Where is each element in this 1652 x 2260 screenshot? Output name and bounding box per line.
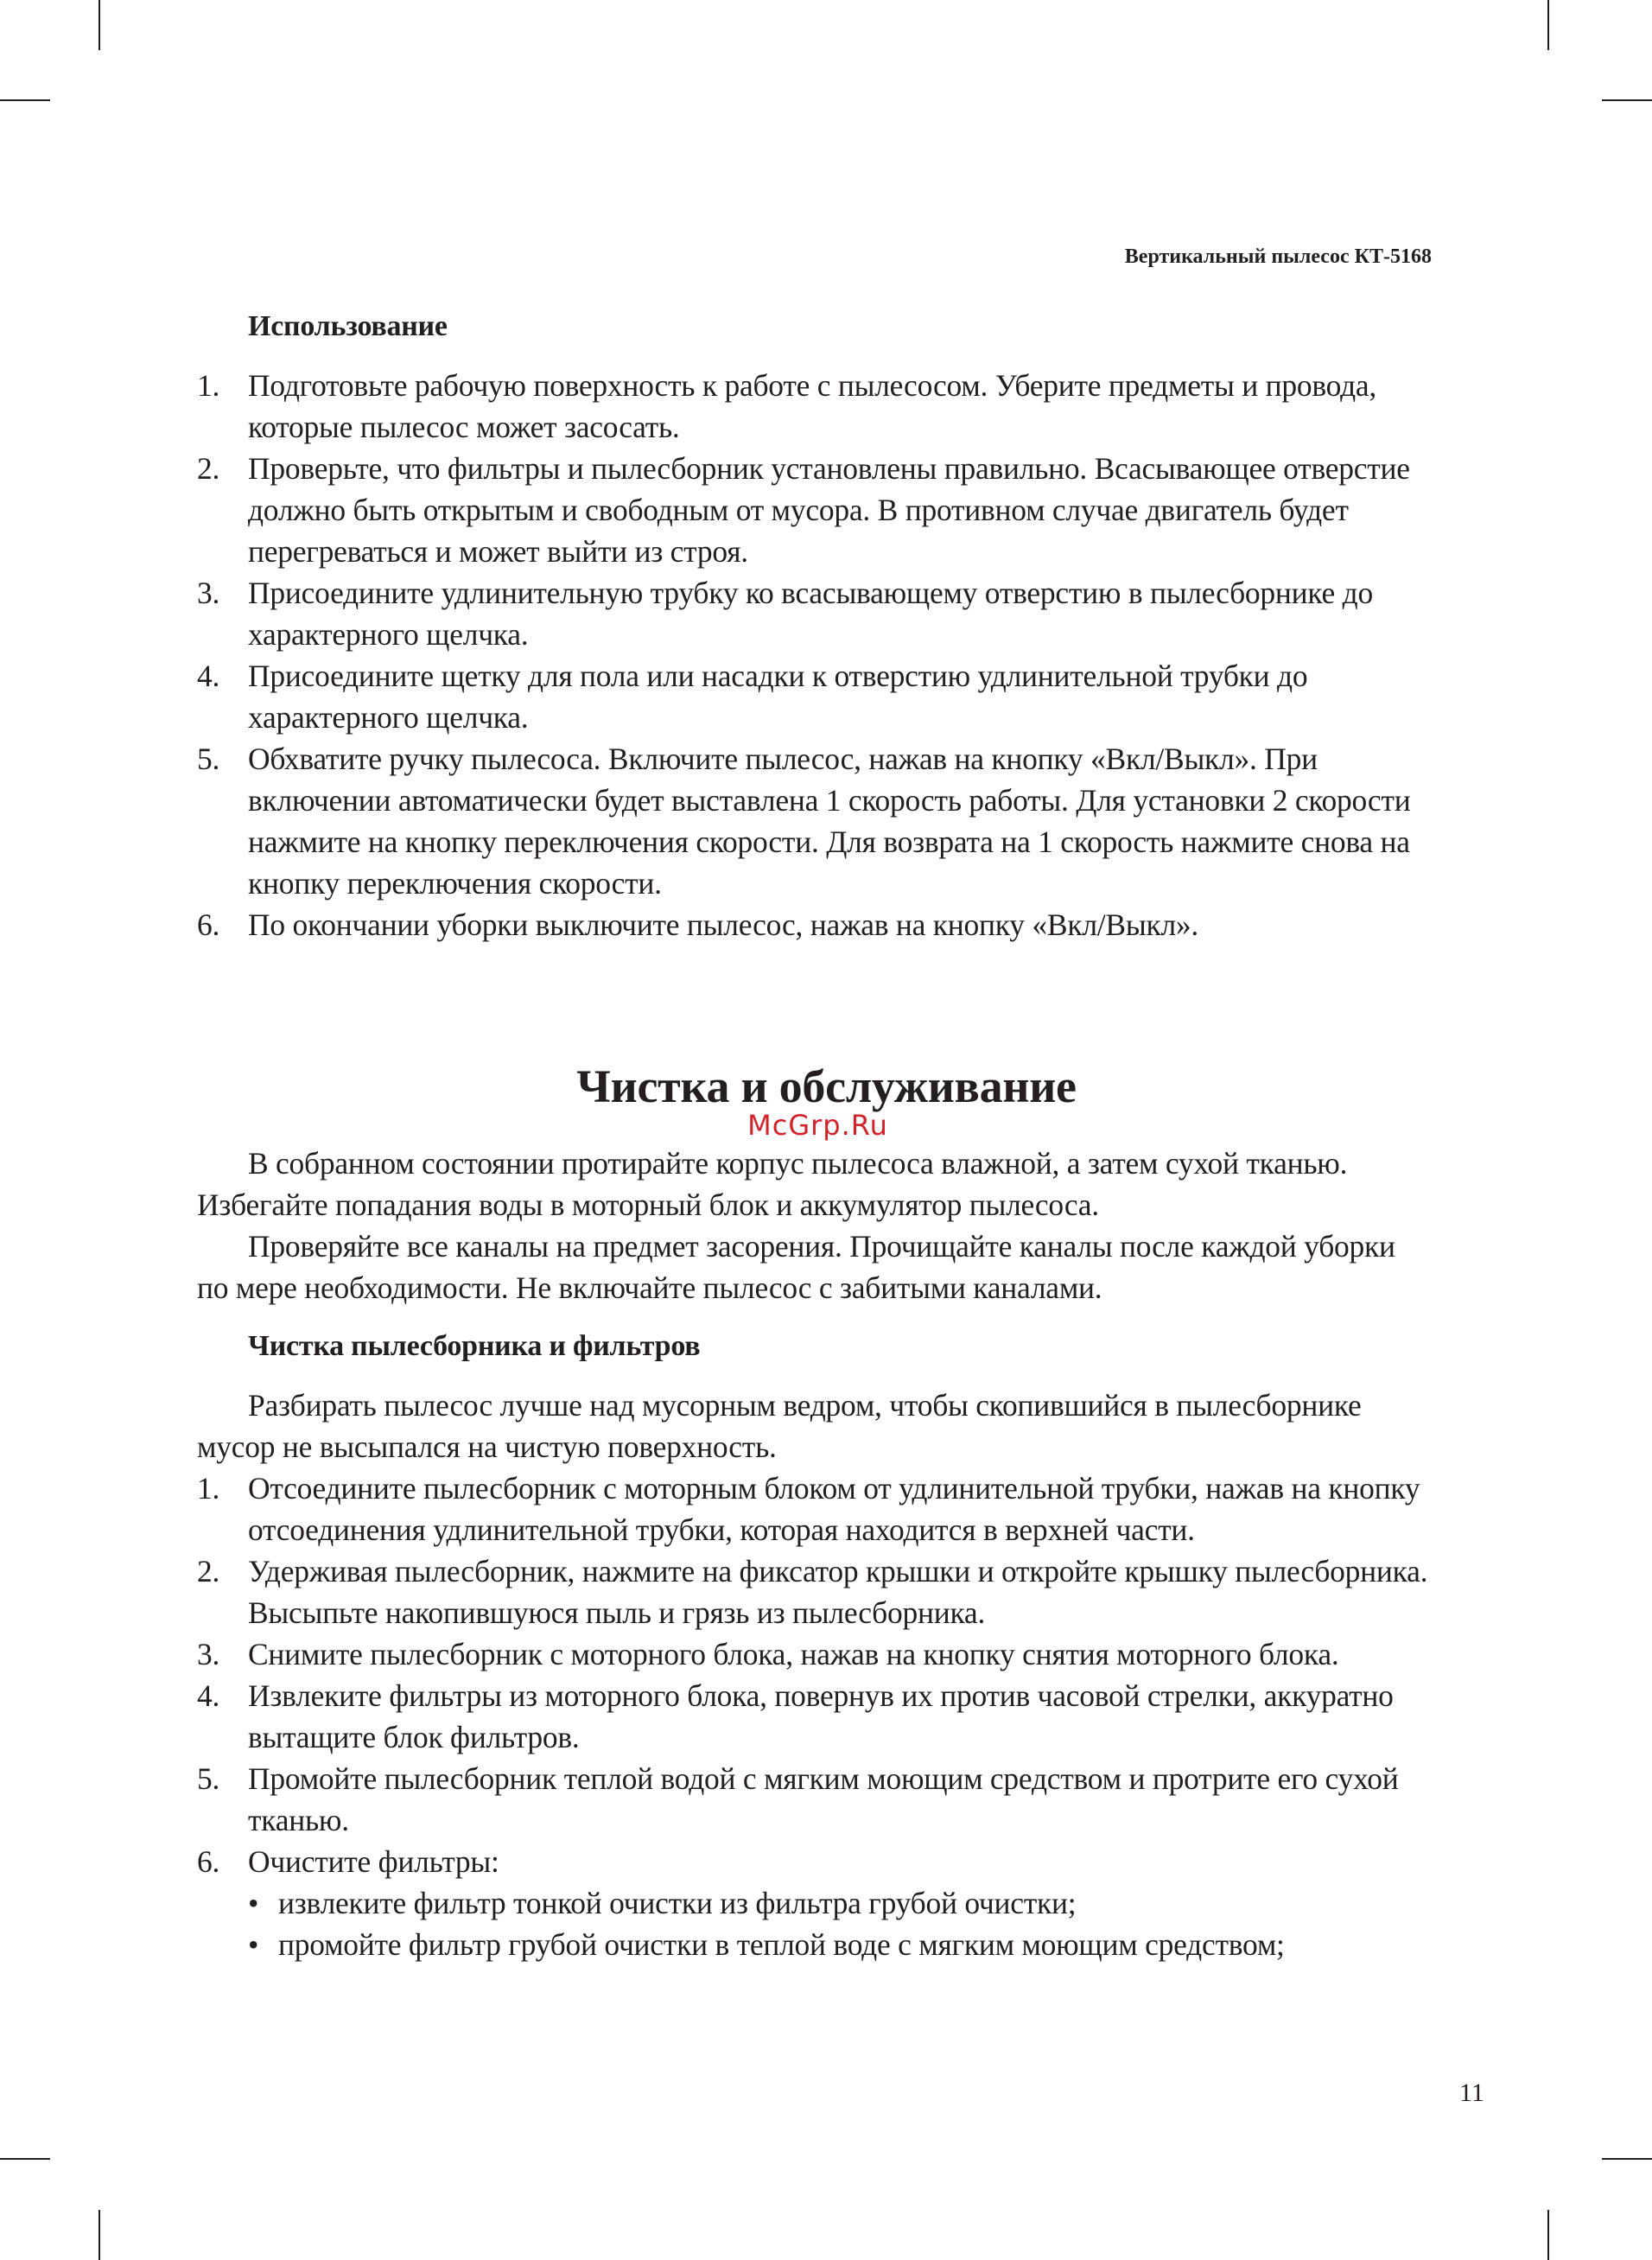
list-item [197, 655, 1430, 738]
crop-mark-top-left-horizontal [0, 99, 50, 101]
watermark-link[interactable]: McGrp.Ru [747, 1109, 888, 1142]
step-text: Очистите фильтры: [248, 1844, 499, 1879]
list-item [197, 1467, 1430, 1550]
crop-mark-bottom-right-horizontal [1602, 2158, 1652, 2160]
list-item [197, 365, 1430, 448]
step-number: 1. [197, 1471, 220, 1506]
step-text: Снимите пылесборник с моторного блока, нажав на кнопку снятия моторного блока. [248, 1637, 1339, 1671]
bullet-icon: • [248, 1927, 259, 1962]
step-text: Отсоедините пылесборник с моторным блоком от удлинительной трубки, нажав на кнопку отсоединения удлинительной трубки, которая находится в верхней части. [248, 1471, 1420, 1547]
step-text: Проверьте, что фильтры и пылесборник установлены правильно. Всасывающее отверстие должно быть открытым и свободным от мусора. В противном случае двигатель будет перегреваться и может выйти из строя. [248, 451, 1410, 569]
crop-mark-bottom-left-horizontal [0, 2158, 50, 2160]
list-item [197, 448, 1430, 572]
usage-heading: Использование [248, 310, 448, 342]
crop-mark-top-left-vertical [98, 0, 100, 50]
filter-bullets-list [248, 1882, 1430, 1965]
step-text: Обхватите ручку пылесоса. Включите пылесос, нажав на кнопку «Вкл/Выкл». При включении автоматически будет выставлена 1 скорость работы. Для установки 2 скорости нажмите на кнопку переключения скорости. Для возврата на 1 скорость нажмите снова на кнопку переключения скорости. [248, 742, 1411, 901]
crop-mark-bottom-right-vertical [1547, 2210, 1549, 2260]
bullet-text: извлеките фильтр тонкой очистки из фильтра грубой очистки; [278, 1886, 1077, 1920]
crop-mark-top-right-vertical [1547, 0, 1549, 50]
list-item [197, 904, 1430, 945]
list-item [197, 1633, 1430, 1675]
bullet-item [248, 1924, 1430, 1965]
step-text: Промойте пылесборник теплой водой с мягким моющим средством и протрите его сухой тканью. [248, 1761, 1399, 1837]
step-number: 4. [197, 659, 220, 693]
list-item [197, 1841, 1430, 1965]
bullet-item [248, 1882, 1430, 1924]
step-text: По окончании уборки выключите пылесос, нажав на кнопку «Вкл/Выкл». [248, 907, 1199, 942]
step-text: Подготовьте рабочую поверхность к работе с пылесосом. Уберите предметы и провода, которые пылесос может засосать. [248, 368, 1377, 444]
step-number: 1. [197, 368, 220, 403]
step-number: 2. [197, 1554, 220, 1588]
section-title: Чистка и обслуживание [576, 1060, 1077, 1112]
subsection-heading: Чистка пылесборника и фильтров [248, 1330, 701, 1362]
intro-paragraph: Разбирать пылесос лучше над мусорным ведром, чтобы скопившийся в пылесборнике мусор не высыпался на чистую поверхность. [197, 1388, 1362, 1464]
bullet-icon: • [248, 1886, 259, 1920]
usage-steps-list [197, 365, 1430, 945]
step-text: Присоедините удлинительную трубку ко всасывающему отверстию в пылесборнике до характерного щелчка. [248, 576, 1373, 652]
step-number: 5. [197, 742, 220, 776]
list-item [197, 1550, 1430, 1633]
step-number: 6. [197, 1844, 220, 1879]
crop-mark-bottom-left-vertical [98, 2210, 100, 2260]
step-number: 6. [197, 907, 220, 942]
step-number: 3. [197, 1637, 220, 1671]
list-item [197, 1675, 1430, 1758]
step-number: 4. [197, 1678, 220, 1713]
list-item [197, 1758, 1430, 1841]
step-text: Извлеките фильтры из моторного блока, повернув их против часовой стрелки, аккуратно вытащите блок фильтров. [248, 1678, 1394, 1754]
crop-mark-top-right-horizontal [1602, 99, 1652, 101]
page-number: 11 [1459, 2079, 1484, 2107]
step-number: 2. [197, 451, 220, 486]
list-item [197, 738, 1430, 904]
step-text: Присоедините щетку для пола или насадки к отверстию удлинительной трубки до характерного щелчка. [248, 659, 1308, 735]
paragraph: В собранном состоянии протирайте корпус пылесоса влажной, а затем сухой тканью. Избегайте попадания воды в моторный блок и аккумулятор пылесоса. [197, 1146, 1348, 1222]
list-item [197, 572, 1430, 655]
usage-section [197, 306, 1430, 945]
step-text: Удерживая пылесборник, нажмите на фиксатор крышки и откройте крышку пылесборника. Высыпьте накопившуюся пыль и грязь из пылесборника. [248, 1554, 1428, 1630]
step-number: 3. [197, 576, 220, 610]
step-number: 5. [197, 1761, 220, 1796]
cleaning-section [197, 1058, 1430, 1965]
cleaning-steps-list [197, 1467, 1430, 1965]
paragraph: Проверяйте все каналы на предмет засорения. Прочищайте каналы после каждой уборки по мере необходимости. Не включайте пылесос с забитыми каналами. [197, 1229, 1395, 1305]
bullet-text: промойте фильтр грубой очистки в теплой воде с мягким моющим средством; [278, 1927, 1285, 1962]
running-header: Вертикальный пылесос КТ-5168 [1124, 245, 1432, 268]
